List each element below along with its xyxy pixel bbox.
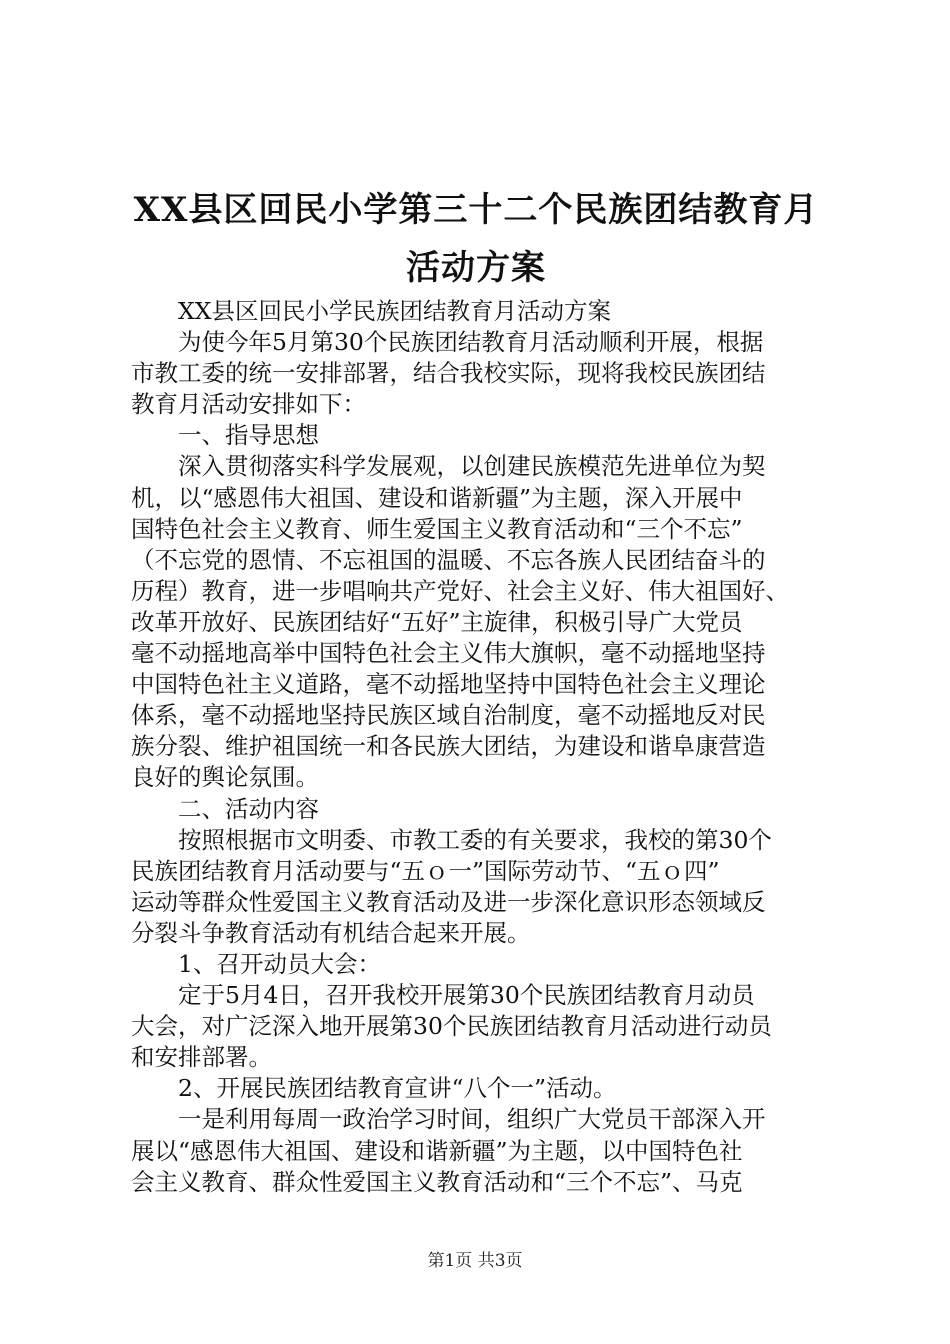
paragraph-line: 大会，对广泛深入地开展第30个民族团结教育月活动进行动员	[131, 1012, 772, 1041]
paragraph-line: 市教工委的统一安排部署，结合我校实际，现将我校民族团结	[131, 359, 766, 388]
paragraph-line: 分裂斗争教育活动有机结合起来开展。	[131, 918, 531, 947]
paragraph-line: 一是利用每周一政治学习时间，组织广大党员干部深入开	[178, 1105, 766, 1134]
paragraph-line: 国特色社会主义教育、师生爱国主义教育活动和“三个不忘”	[131, 514, 743, 543]
paragraph-line: 中国特色社主义道路，毫不动摇地坚持中国特色社会主义理论	[131, 670, 766, 699]
paragraph-line: 良好的舆论氛围。	[131, 763, 319, 792]
paragraph-line: 会主义教育、群众性爱国主义教育活动和“三个不忘”、马克	[131, 1167, 743, 1196]
paragraph-line: 毫不动摇地高举中国特色社会主义伟大旗帜，毫不动摇地坚持	[131, 639, 766, 668]
paragraph-line: 体系，毫不动摇地坚持民族区域自治制度，毫不动摇地反对民	[131, 701, 766, 730]
paragraph-line: 深入贯彻落实科学发展观，以创建民族模范先进单位为契	[178, 452, 766, 481]
paragraph-line: 为使今年5月第30个民族团结教育月活动顺利开展，根据	[178, 328, 764, 357]
paragraph-line: 族分裂、维护祖国统一和各民族大团结，为建设和谐阜康营造	[131, 732, 766, 761]
document-title-line-1: XX县区回民小学第三十二个民族团结教育月	[133, 190, 819, 230]
paragraph-line: 教育月活动安排如下：	[131, 390, 366, 419]
page-footer: 第1页 共3页	[427, 1251, 523, 1271]
paragraph-line: 按照根据市文明委、市教工委的有关要求，我校的第30个	[178, 825, 772, 854]
section-heading: 二、活动内容	[178, 794, 319, 823]
paragraph-line: 运动等群众性爱国主义教育活动及进一步深化意识形态领域反	[131, 887, 766, 916]
paragraph-line: 和安排部署。	[131, 1043, 272, 1072]
document-title-line-2: 活动方案	[406, 248, 546, 288]
paragraph-line: （不忘党的恩情、不忘祖国的温暖、不忘各族人民团结奋斗的	[131, 545, 766, 574]
paragraph-line: 改革开放好、民族团结好“五好”主旋律，积极引导广大党员	[131, 607, 743, 636]
document-body	[131, 296, 831, 1198]
subsection-heading: 2、开展民族团结教育宣讲“八个一”活动。	[178, 1074, 617, 1103]
paragraph-line: XX县区回民小学民族团结教育月活动方案	[178, 297, 611, 325]
paragraph-line: 民族团结教育月活动要与“五ｏ一”国际劳动节、“五ｏ四”	[131, 856, 720, 885]
paragraph-line: 历程）教育，进一步唱响共产党好、社会主义好、伟大祖国好、	[131, 576, 789, 605]
paragraph-line: 展以“感恩伟大祖国、建设和谐新疆”为主题，以中国特色社	[131, 1136, 743, 1165]
subsection-heading: 1、召开动员大会：	[178, 949, 381, 978]
section-heading: 一、指导思想	[178, 421, 319, 450]
paragraph-line: 机，以“感恩伟大祖国、建设和谐新疆”为主题，深入开展中	[131, 483, 743, 512]
paragraph-line: 定于5月4日，召开我校开展第30个民族团结教育月动员	[178, 981, 755, 1010]
